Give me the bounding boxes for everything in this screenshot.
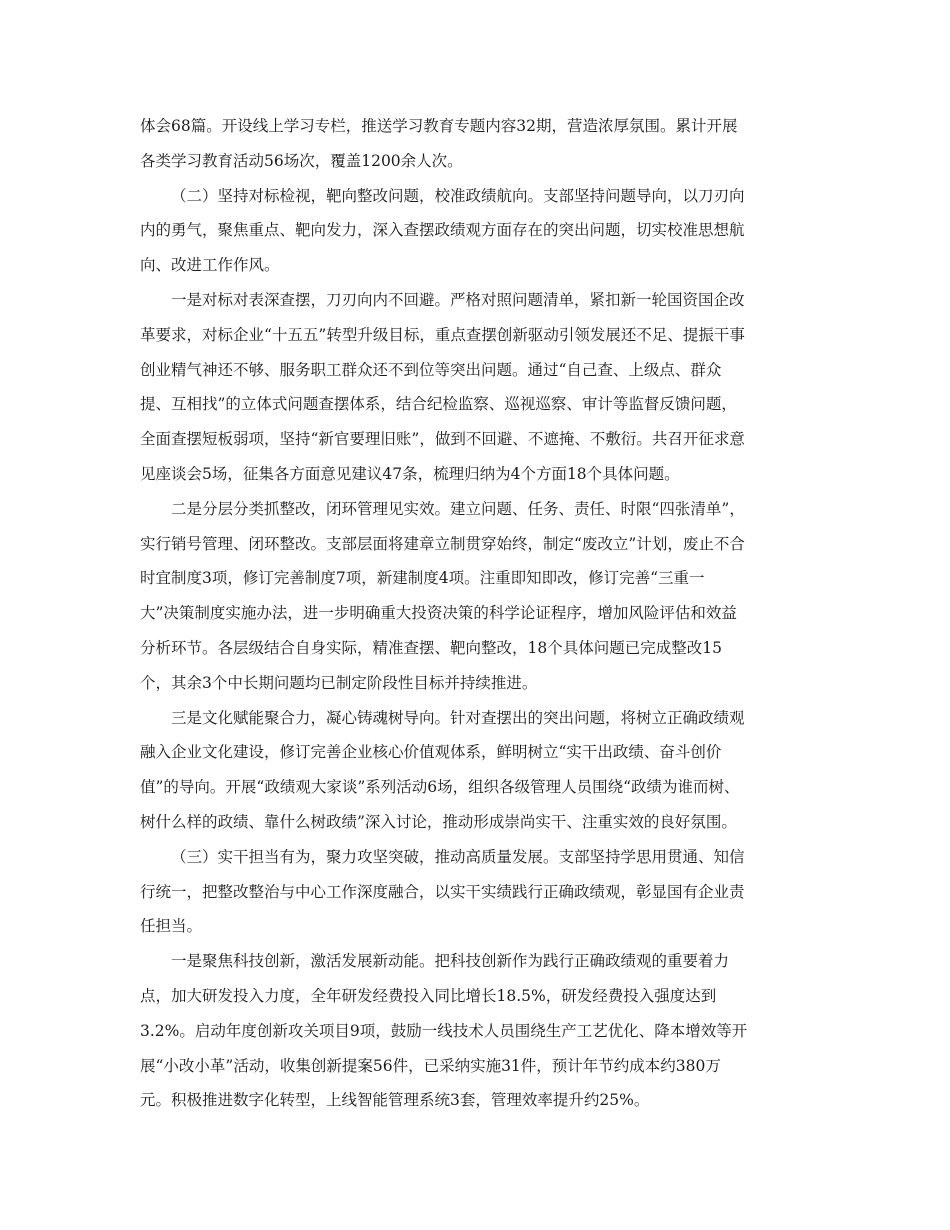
text-line: 创业精气神还不够、服务职工群众还不到位等突出问题。通过“自己查、上级点、群众 xyxy=(140,360,722,379)
text-line: 见座谈会5场，征集各方面意见建议47条，梳理归纳为4个方面18个具体问题。 xyxy=(140,464,680,483)
text-line: 大”决策制度实施办法，进一步明确重大投资决策的科学论证程序，增加风险评估和效益 xyxy=(140,604,737,623)
text-line: 行统一，把整改整治与中心工作深度融合，以实干实绩践行正确政绩观，彰显国有企业责 xyxy=(140,882,745,901)
text-line: 融入企业文化建设，修订完善企业核心价值观体系，鲜明树立“实干出政绩、奋斗创价 xyxy=(140,743,722,762)
paragraph-first-line: 一是聚焦科技创新，激活发展新动能。把科技创新作为践行正确政绩观的重要着力 xyxy=(171,952,730,971)
section-heading-line: （二）坚持对标检视，靶向整改问题，校准政绩航向。支部坚持问题导向，以刀刃向 xyxy=(171,186,745,205)
text-line: 分析环节。各层级结合自身实际，精准查摆、靶向整改，18个具体问题已完成整改15 xyxy=(140,638,722,657)
text-line: 展“小改小革”活动，收集创新提案56件，已采纳实施31件，预计年节约成本约380万 xyxy=(140,1056,721,1075)
text-line: 3.2%。启动年度创新攻关项目9项，鼓励一线技术人员围绕生产工艺优化、降本增效等开 xyxy=(140,1021,748,1040)
text-line: 提、互相找”的立体式问题查摆体系，结合纪检监察、巡视巡察、审计等监督反馈问题， xyxy=(140,395,737,414)
text-line: 革要求，对标企业“十五五”转型升级目标，重点查摆创新驱动引领发展还不足、提振干事 xyxy=(140,325,745,344)
text-line: 时宜制度3项，修订完善制度7项，新建制度4项。注重即知即改，修订完善“三重一 xyxy=(140,569,705,588)
text-line: 值”的导向。开展“政绩观大家谈”系列活动6场，组织各级管理人员围绕“政绩为谁而树、 xyxy=(140,778,740,797)
text-line: 体会68篇。开设线上学习专栏，推送学习教育专题内容32期，营造浓厚氛围。累计开展 xyxy=(140,117,738,135)
text-line: 任担当。 xyxy=(140,917,203,936)
text-line: 全面查摆短板弱项，坚持“新官要理旧账”，做到不回避、不遮掩、不敷衍。共召开征求意 xyxy=(140,430,745,449)
text-line: 实行销号管理、闭环整改。支部层面将建章立制贯穿始终，制定“废改立”计划，废止不合 xyxy=(140,534,745,553)
paragraph-first-line: 一是对标对表深查摆，刀刃向内不回避。严格对照问题清单，紧扣新一轮国资国企改 xyxy=(171,290,745,309)
document-body xyxy=(140,109,815,1118)
paragraph-first-line: 二是分层分类抓整改，闭环管理见实效。建立问题、任务、责任、时限“四张清单”， xyxy=(171,499,745,518)
text-line: 元。积极推进数字化转型，上线智能管理系统3套，管理效率提升约25%。 xyxy=(140,1091,650,1110)
paragraph-first-line: 三是文化赋能聚合力，凝心铸魂树导向。针对查摆出的突出问题，将树立正确政绩观 xyxy=(171,708,745,727)
text-line: 向、改进工作作风。 xyxy=(140,256,280,275)
text-line: 树什么样的政绩、靠什么树政绩”深入讨论，推动形成崇尚实干、注重实效的良好氛围。 xyxy=(140,812,737,831)
section-heading-line: （三）实干担当有为，聚力攻坚突破，推动高质量发展。支部坚持学思用贯通、知信 xyxy=(171,847,745,866)
text-line: 点，加大研发投入力度，全年研发经费投入同比增长18.5%，研发经费投入强度达到 xyxy=(140,986,717,1005)
text-line: 内的勇气，聚焦重点、靶向发力，深入查摆政绩观方面存在的突出问题，切实校准思想航 xyxy=(140,221,745,240)
text-line: 各类学习教育活动56场次，覆盖1200余人次。 xyxy=(140,151,463,170)
text-line: 个，其余3个中长期问题均已制定阶段性目标并持续推进。 xyxy=(140,673,538,692)
